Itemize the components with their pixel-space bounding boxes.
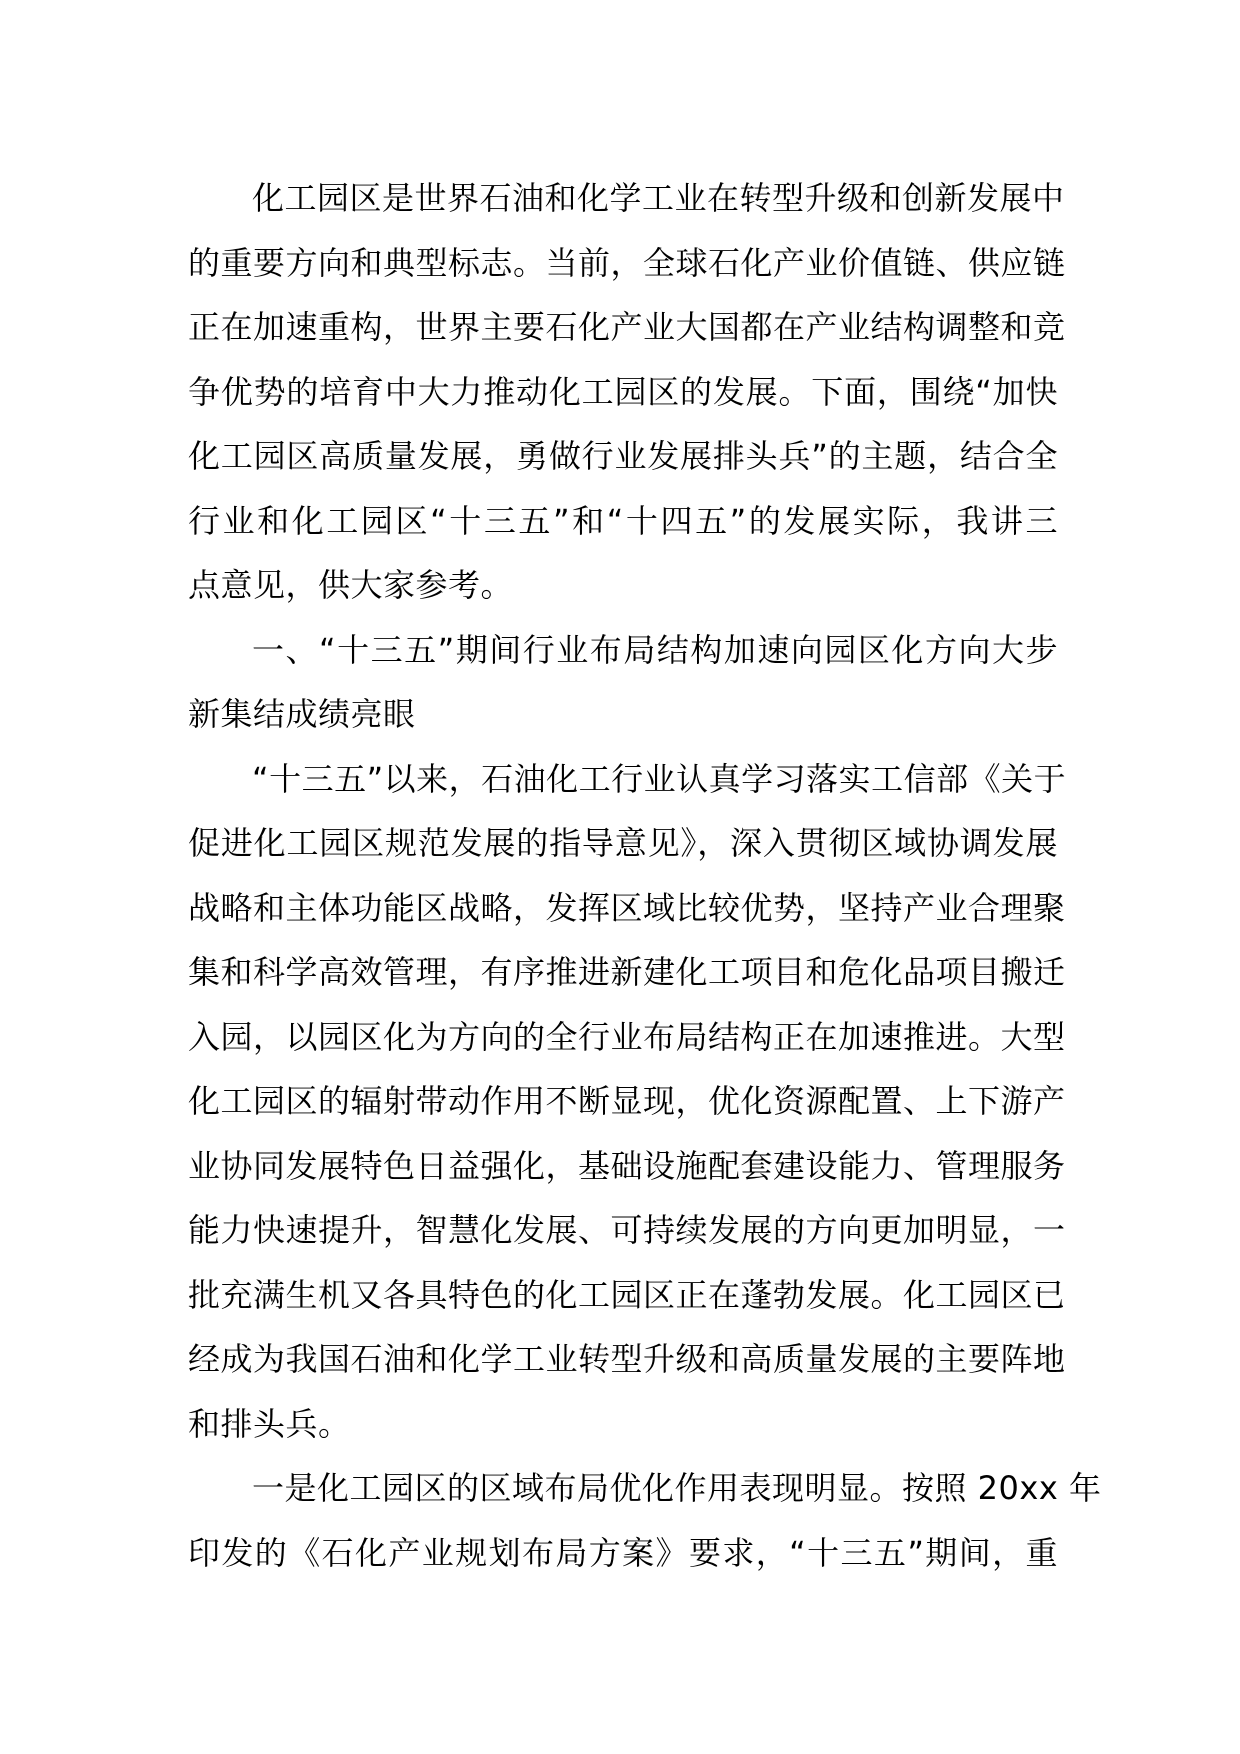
text-line: 促进化工园区规范发展的指导意见》，深入贯彻区域协调发展 [188, 824, 1058, 862]
text-line: 的重要方向和典型标志。当前，全球石化产业价值链、供应链 [188, 243, 1066, 282]
text-line: 批充满生机又各具特色的化工园区正在蓬勃发展。化工园区已 [188, 1275, 1066, 1314]
text-line: 和排头兵。 [188, 1404, 351, 1443]
text-line: “十三五”以来，石油化工行业认真学习落实工信部《关于 [252, 759, 1067, 798]
section-heading [188, 618, 1058, 747]
paragraph-body-2 [188, 1456, 1102, 1585]
text-line: 争优势的培育中大力推动化工园区的发展。下面，围绕“加快 [188, 372, 1058, 411]
text-line: 印发的《石化产业规划布局方案》要求，“十三五”期间，重 [188, 1533, 1058, 1572]
text-line: 化工园区高质量发展，勇做行业发展排头兵”的主题，结合全 [188, 437, 1058, 475]
text-line: 能力快速提升，智慧化发展、可持续发展的方向更加明显，一 [188, 1211, 1066, 1249]
text-line: 正在加速重构，世界主要石化产业大国都在产业结构调整和竞 [188, 308, 1066, 346]
text-line: 入园，以园区化为方向的全行业布局结构正在加速推进。大型 [188, 1017, 1066, 1056]
text-line: 一是化工园区的区域布局优化作用表现明显。按照 20xx 年 [252, 1469, 1102, 1507]
paragraph-body-1 [188, 747, 1067, 1457]
text-line: 集和科学高效管理，有序推进新建化工项目和危化品项目搬迁 [188, 953, 1066, 991]
heading-line: 一、“十三五”期间行业布局结构加速向园区化方向大步 [252, 630, 1058, 669]
heading-line: 新集结成绩亮眼 [188, 695, 416, 733]
document-body [188, 166, 1102, 1585]
text-line: 业协同发展特色日益强化，基础设施配套建设能力、管理服务 [188, 1146, 1066, 1185]
paragraph-intro [188, 166, 1066, 618]
text-line: 经成为我国石油和化学工业转型升级和高质量发展的主要阵地 [188, 1340, 1066, 1378]
text-line: 化工园区是世界石油和化学工业在转型升级和创新发展中 [252, 179, 1065, 217]
text-line: 战略和主体功能区战略，发挥区域比较优势，坚持产业合理聚 [188, 888, 1066, 927]
text-line: 化工园区的辐射带动作用不断显现，优化资源配置、上下游产 [188, 1082, 1066, 1120]
text-line: 点意见，供大家参考。 [188, 566, 514, 604]
text-line: 行业和化工园区“十三五”和“十四五”的发展实际，我讲三 [188, 501, 1058, 540]
